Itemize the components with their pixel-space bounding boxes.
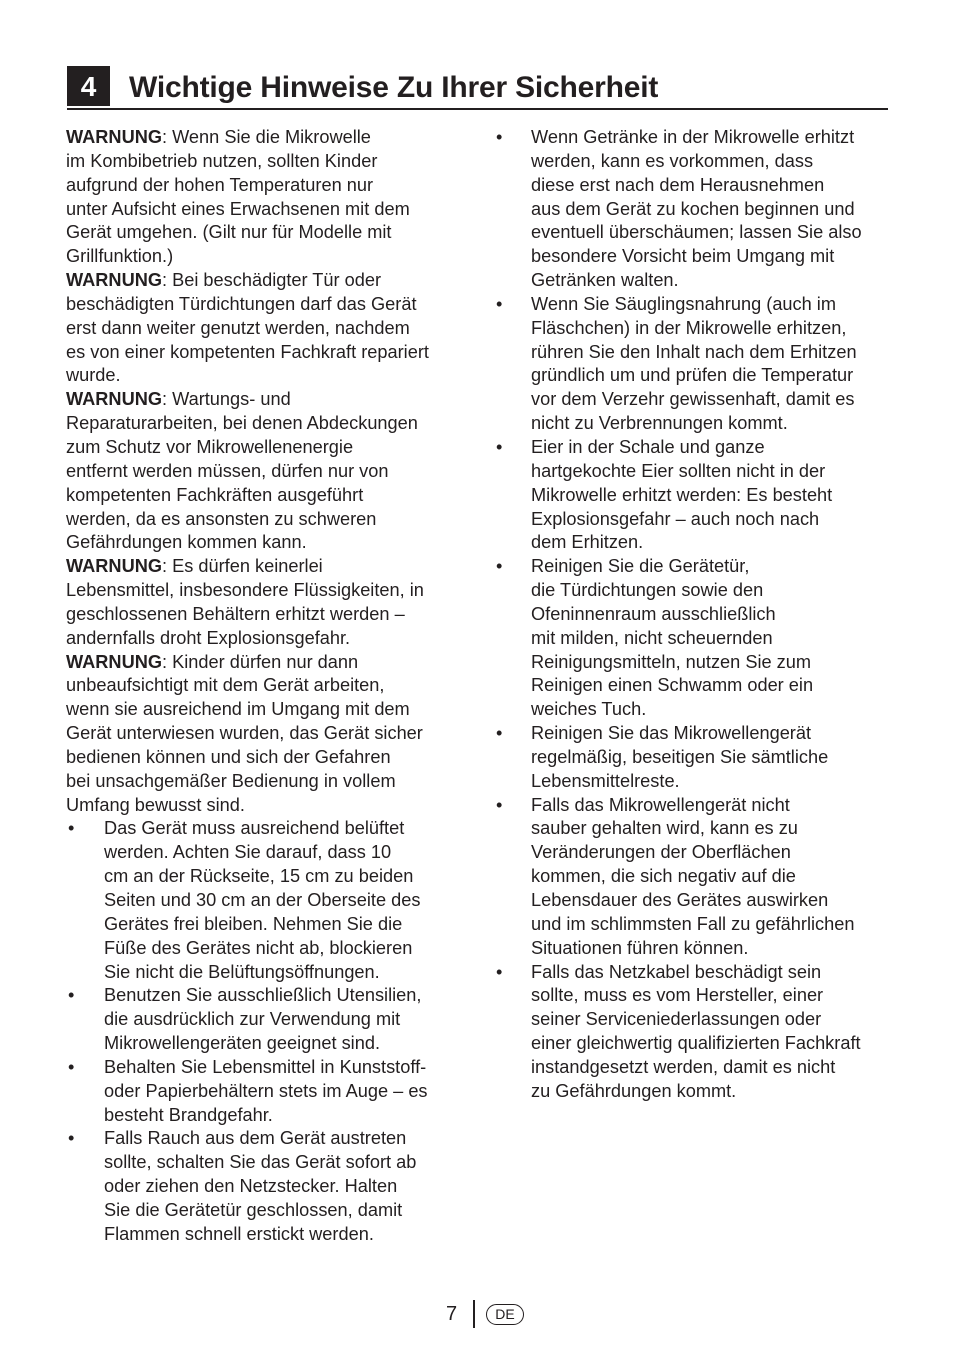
list-item (496, 126, 896, 293)
warning-paragraph (66, 555, 466, 650)
bullet-icon: • (68, 1056, 75, 1077)
bullet-icon: • (496, 436, 503, 457)
list-item-text: Falls Rauch aus dem Gerät austreten sollte, schalten Sie das Gerät sofort ab oder ziehen den Netzstecker. Halten Sie die Gerätetür geschlossen, damit Flammen schnell erstickt werden. (104, 1128, 417, 1244)
list-item (496, 794, 896, 961)
list-item-text: Behalten Sie Lebensmittel in Kunststoff- oder Papierbehältern stets im Auge – es besteht Brandgefahr. (104, 1056, 428, 1125)
warning-label: WARNUNG (66, 556, 162, 577)
bullet-icon: • (496, 556, 503, 577)
bullet-list (66, 817, 466, 1246)
list-item-text: Reinigen Sie das Mikrowellengerät regelmäßig, beseitigen Sie sämtliche Lebensmittelreste. (531, 723, 829, 791)
footer-divider (473, 1300, 475, 1328)
section-header (67, 66, 888, 110)
section-number-badge: 4 (67, 66, 110, 106)
warning-label: WARNUNG (66, 651, 162, 672)
bullet-icon: • (496, 293, 503, 314)
list-item-text: Wenn Sie Säuglingsnahrung (auch im Fläschchen) in der Mikrowelle erhitzen, rühren Sie den Inhalt nach dem Erhitzen gründlich um und prüfen die Temperatur vor dem Verzehr gewissenhaft, damit es nicht zu Verbrennungen kommt. (531, 293, 857, 434)
warning-text: : Wartungs- und Reparaturarbeiten, bei denen Abdeckungen zum Schutz vor Mikrowellenenergie entfernt werden müssen, dürfen nur von kompetenten Fachkräften ausgeführt werden, da es ansonsten zu schweren Gefährdungen kommen kann. (66, 389, 418, 553)
bullet-icon: • (496, 794, 503, 815)
list-item (496, 436, 896, 555)
warning-text: : Es dürfen keinerlei Lebensmittel, insbesondere Flüssigkeiten, in geschlossenen Behältern erhitzt werden – andernfalls droht Explosionsgefahr. (66, 556, 424, 648)
bullet-icon: • (68, 985, 75, 1006)
warning-label: WARNUNG (66, 389, 162, 410)
page-number: 7 (446, 1303, 458, 1325)
bullet-icon: • (496, 723, 503, 744)
list-item (66, 817, 466, 984)
warning-paragraph (66, 269, 466, 388)
bullet-icon: • (68, 1128, 75, 1149)
warning-label: WARNUNG (66, 127, 162, 147)
list-item (496, 555, 896, 722)
warning-text: : Bei beschädigter Tür oder beschädigten Türdichtungen darf das Gerät erst dann weiter genutzt werden, nachdem es von einer kompetenten Fachkraft repariert wurde. (66, 270, 429, 386)
list-item-text: Wenn Getränke in der Mikrowelle erhitzt werden, kann es vorkommen, dass diese erst nach dem Herausnehmen aus dem Gerät zu kochen beginnen und eventuell überschäumen; lassen Sie also besondere Vorsicht beim Umgang mit Getränken walten. (531, 127, 862, 291)
warning-label: WARNUNG (66, 270, 162, 291)
list-item-text: Falls das Netzkabel beschädigt sein sollte, muss es vom Hersteller, einer seiner Serviceniederlassungen oder einer gleichwertig qualifizierten Fachkraft instandgesetzt werden, damit es nicht zu Gefährdungen kommt. (531, 961, 861, 1101)
warning-text: : Kinder dürfen nur dann unbeaufsichtigt mit dem Gerät arbeiten, wenn sie ausreichend im Umgang mit dem Gerät unterwiesen wurden, das Gerät sicher bedienen können und sich der Gefahren bei unsachgemäßer Bedienung in vollem Umfang bewusst sind. (66, 651, 423, 815)
list-item (496, 961, 896, 1104)
warning-paragraph (66, 126, 466, 269)
page-title: Wichtige Hinweise Zu Ihrer Sicherheit (129, 71, 659, 104)
right-column (496, 126, 896, 1104)
bullet-icon: • (496, 961, 503, 982)
warning-paragraph (66, 388, 466, 555)
list-item (66, 984, 466, 1056)
bullet-list (496, 126, 896, 1104)
page-footer (0, 1300, 954, 1330)
list-item (66, 1056, 466, 1128)
list-item-text: Das Gerät muss ausreichend belüftet werden. Achten Sie darauf, dass 10 cm an der Rückseite, 15 cm zu beiden Seiten und 30 cm an der Oberseite des Gerätes frei bleiben. Nehmen Sie die Füße des Gerätes nicht ab, blockieren Sie nicht die Belüftungsöffnungen. (104, 818, 421, 982)
bullet-icon: • (496, 127, 503, 147)
list-item-text: Falls das Mikrowellengerät nicht sauber gehalten wird, kann es zu Veränderungen der Oberflächen kommen, die sich negativ auf die Lebensdauer des Gerätes auswirken und im schlimmsten Fall zu gefährlichen Situationen führen können. (531, 794, 855, 958)
warning-text: : Wenn Sie die Mikrowelle im Kombibetrieb nutzen, sollten Kinder aufgrund der hohen Temperaturen nur unter Aufsicht eines Erwachsenen mit dem Gerät umgehen. (Gilt nur für Modelle mit Grillfunktion.) (66, 127, 410, 267)
list-item (496, 722, 896, 794)
list-item (496, 293, 896, 436)
warning-paragraph (66, 651, 466, 818)
list-item-text: Eier in der Schale und ganze hartgekochte Eier sollten nicht in der Mikrowelle erhitzt werden: Es besteht Explosionsgefahr – auch noch nach dem Erhitzen. (531, 436, 833, 553)
left-column (66, 126, 466, 1247)
list-item-text: Benutzen Sie ausschließlich Utensilien, die ausdrücklich zur Verwendung mit Mikrowellengeräten geeignet sind. (104, 985, 422, 1054)
language-badge: DE (486, 1304, 524, 1325)
bullet-icon: • (68, 818, 75, 839)
list-item-text: Reinigen Sie die Gerätetür, die Türdichtungen sowie den Ofeninnenraum ausschließlich mit milden, nicht scheuernden Reinigungsmitteln, nutzen Sie zum Reinigen einen Schwamm oder ein weiches Tuch. (531, 556, 814, 720)
list-item (66, 1127, 466, 1246)
